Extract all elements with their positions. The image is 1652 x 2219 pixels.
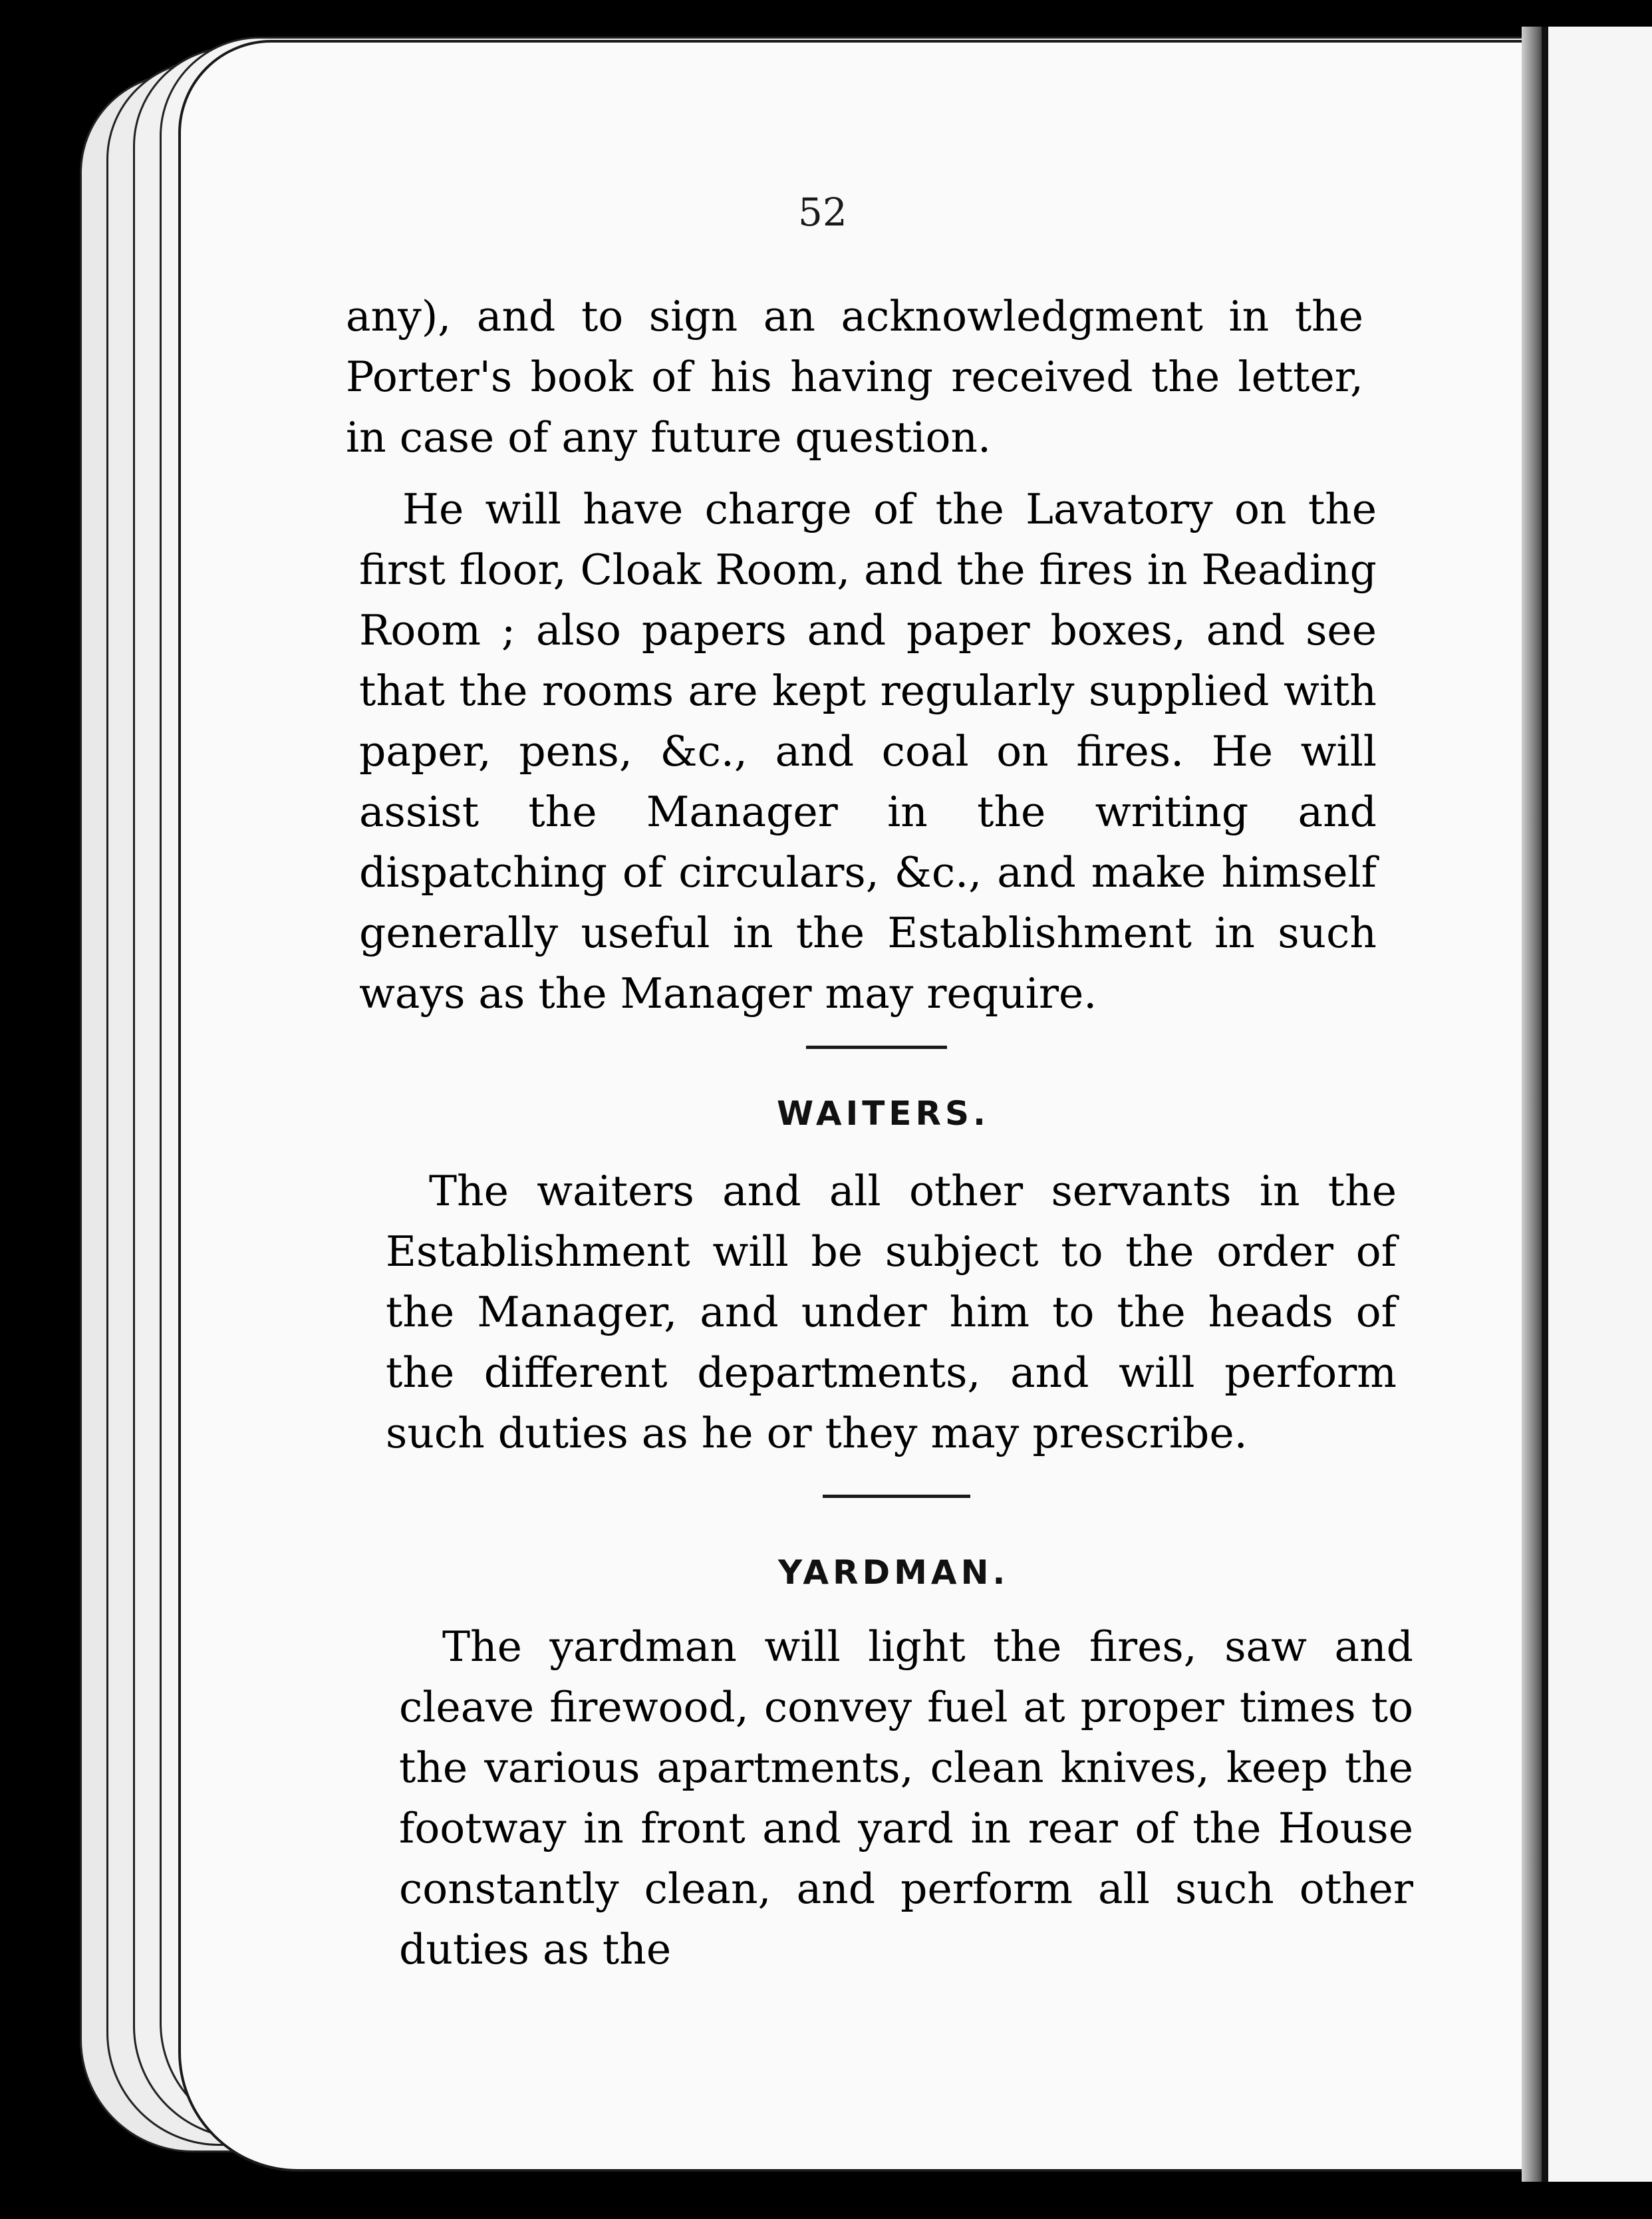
paragraph-yardman: The yardman will light the fires, saw and cleave firewood, convey fuel at proper times to the various apartments, clean knives, keep the footway in front and yard in rear of the House constantly clean, and perform all such other duties as the bbox=[399, 1622, 1413, 1974]
paragraph-lavatory-duties: He will have charge of the Lavatory on the first floor, Cloak Room, and the fires in Reading Room ; also papers and paper boxes, and see that the rooms are kept regularly supplied with paper, pens, &c., and coal on fires. He will assist the Manager in the writing and dispatching of circulars, &c., and make himself generally useful in the Establishment in such ways as the Manager may require. bbox=[359, 485, 1377, 1018]
facing-page-edge bbox=[1542, 27, 1652, 2182]
heading-waiters: WAITERS. bbox=[777, 1094, 990, 1133]
heading-yardman: YARDMAN. bbox=[778, 1553, 1010, 1592]
page-number: 52 bbox=[798, 190, 847, 235]
section-divider bbox=[823, 1495, 970, 1498]
section-divider bbox=[806, 1046, 947, 1049]
paragraph-continuation: any), and to sign an acknowledgment in the Porter's book of his having received the letter, in case of any future question. bbox=[346, 292, 1363, 462]
paragraph-waiters: The waiters and all other servants in the Establishment will be subject to the order of the Manager, and under him to the heads of the different departments, and will perform such duties as he or they may prescribe. bbox=[386, 1167, 1397, 1457]
